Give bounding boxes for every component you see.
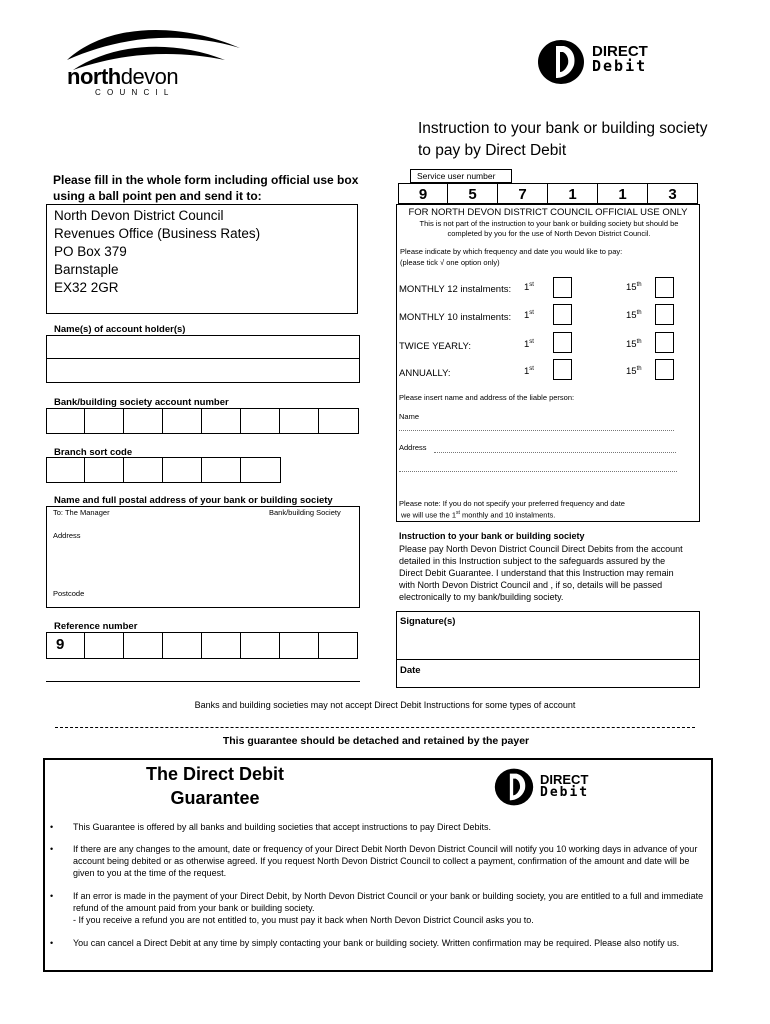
frequency-row-twice-yearly	[399, 341, 699, 352]
header-title: Instruction to your bank or building society to pay by Direct Debit	[418, 120, 708, 159]
service-user-label-box	[410, 169, 512, 183]
address-line: North Devon District Council	[54, 208, 224, 223]
date-first: 1st	[524, 339, 534, 351]
date-fifteenth: 15th	[626, 366, 642, 378]
account-number-label: Bank/building society account number	[54, 397, 229, 408]
date-fifteenth: 15th	[626, 310, 642, 322]
return-address-box	[46, 204, 358, 314]
signature-field[interactable]	[396, 611, 700, 660]
date-field[interactable]	[396, 659, 700, 688]
bank-to-manager: To: The Manager	[53, 508, 110, 517]
direct-debit-logo	[536, 38, 686, 86]
liable-name-line[interactable]	[399, 430, 674, 431]
address-line: Revenues Office (Business Rates)	[54, 226, 261, 241]
bank-address-label: Name and full postal address of your bank or building society	[54, 495, 333, 506]
bank-address-label-inner: Address	[53, 531, 81, 540]
council-sub: C O U N C I L	[95, 88, 171, 97]
account-holder-field-1[interactable]	[46, 335, 360, 359]
instruction-title: Instruction to your bank or building society	[399, 531, 585, 541]
account-number-field[interactable]	[46, 408, 359, 434]
sort-code-field[interactable]	[46, 457, 281, 483]
service-user-number	[398, 183, 698, 204]
guarantee-dd-logo-icon	[492, 767, 536, 807]
frequency-row-monthly10	[399, 312, 699, 323]
liable-address-label: Address	[399, 443, 427, 452]
bullet-dot-icon: •	[50, 844, 54, 854]
account-holder-label: Name(s) of account holder(s)	[54, 324, 186, 335]
date-first: 1st	[524, 310, 534, 322]
address-line: EX32 2GR	[54, 280, 119, 295]
tick-twice-yearly-15th[interactable]	[655, 332, 674, 353]
reference-label: Reference number	[54, 621, 138, 632]
reference-number-field[interactable]	[46, 632, 358, 659]
frequency-prompt: Please indicate by which frequency and date you would like to pay:	[400, 247, 623, 256]
tick-twice-yearly-1st[interactable]	[553, 332, 572, 353]
intro-text: Please fill in the whole form including official use box using a ball point pen and send it to:	[53, 173, 359, 203]
frequency-row-monthly12	[399, 284, 699, 295]
default-frequency-note-2: we will use the 1st monthly and 10 instalments.	[401, 510, 556, 520]
dd-logo-line1: DIRECT	[592, 43, 648, 60]
date-first: 1st	[524, 282, 534, 294]
date-fifteenth: 15th	[626, 282, 642, 294]
frequency-label: MONTHLY 10 instalments:	[399, 312, 512, 323]
service-user-digit: 7	[498, 183, 548, 204]
bullet-dot-icon: •	[50, 822, 54, 832]
tick-monthly10-15th[interactable]	[655, 304, 674, 325]
reference-underline	[46, 681, 360, 682]
service-user-digit: 1	[598, 183, 648, 204]
signature-label: Signature(s)	[400, 616, 456, 627]
bullet-dot-icon: •	[50, 938, 54, 948]
date-fifteenth: 15th	[626, 339, 642, 351]
liable-address-line[interactable]	[434, 452, 676, 453]
service-user-digit: 5	[448, 183, 498, 204]
frequency-label: ANNUALLY:	[399, 368, 451, 379]
account-holder-field-2[interactable]	[46, 358, 360, 383]
service-user-digit: 1	[548, 183, 598, 204]
frequency-row-annually	[399, 368, 699, 379]
council-name: northdevon	[67, 64, 179, 89]
guarantee-title: The Direct Debit Guarantee	[145, 764, 285, 808]
liable-prompt: Please insert name and address of the liable person:	[399, 393, 575, 402]
bullet-dot-icon: •	[50, 891, 54, 901]
service-user-digit: 9	[398, 183, 448, 204]
dd-logo-line2: Debit	[592, 57, 648, 75]
council-logo	[55, 20, 245, 100]
tick-annually-15th[interactable]	[655, 359, 674, 380]
bank-postcode-label: Postcode	[53, 589, 85, 598]
direct-debit-logo-icon	[536, 38, 586, 86]
liable-name-label: Name	[399, 412, 420, 421]
date-label: Date	[400, 665, 421, 676]
guarantee-dd-line1: DIRECT	[540, 772, 589, 787]
banks-note: Banks and building societies may not accept Direct Debit Instructions for some types of account	[194, 700, 576, 710]
service-user-label: Service user number	[417, 171, 496, 181]
frequency-label: MONTHLY 12 instalments:	[399, 284, 512, 295]
address-line: PO Box 379	[54, 244, 127, 259]
guarantee-dd-line2: Debit	[540, 785, 590, 800]
service-user-digit: 3	[648, 183, 698, 204]
frequency-hint: (please tick √ one option only)	[400, 258, 500, 267]
detach-note: This guarantee should be detached and retained by the payer	[222, 735, 530, 747]
frequency-label: TWICE YEARLY:	[399, 341, 471, 352]
official-use-title: FOR NORTH DEVON DISTRICT COUNCIL OFFICIAL USE ONLY	[408, 207, 688, 218]
bank-address-box[interactable]	[46, 506, 360, 608]
date-first: 1st	[524, 366, 534, 378]
guarantee-dd-logo	[492, 767, 622, 807]
liable-address-line-2[interactable]	[399, 471, 677, 472]
sort-code-label: Branch sort code	[54, 447, 133, 458]
bank-building-society: Bank/building Society	[269, 508, 341, 517]
instruction-body: Please pay North Devon District Council Direct Debits from the account detailed in this Instruction subject to the safeguards assured by the Direct Debit Guarantee. I understand that this Instruction may remain with North Devon District Council and , if so, details will be passed electronically to my bank/building society.	[399, 544, 683, 602]
official-use-note: This is not part of the instruction to your bank or building society but should be completed by you for the use of North Devon District Council.	[419, 219, 679, 238]
reference-digit: 9	[46, 632, 85, 659]
detach-line	[55, 727, 695, 728]
address-line: Barnstaple	[54, 262, 119, 277]
tick-annually-1st[interactable]	[553, 359, 572, 380]
tick-monthly12-1st[interactable]	[553, 277, 572, 298]
default-frequency-note: Please note: If you do not specify your preferred frequency and date	[399, 499, 625, 508]
tick-monthly10-1st[interactable]	[553, 304, 572, 325]
tick-monthly12-15th[interactable]	[655, 277, 674, 298]
